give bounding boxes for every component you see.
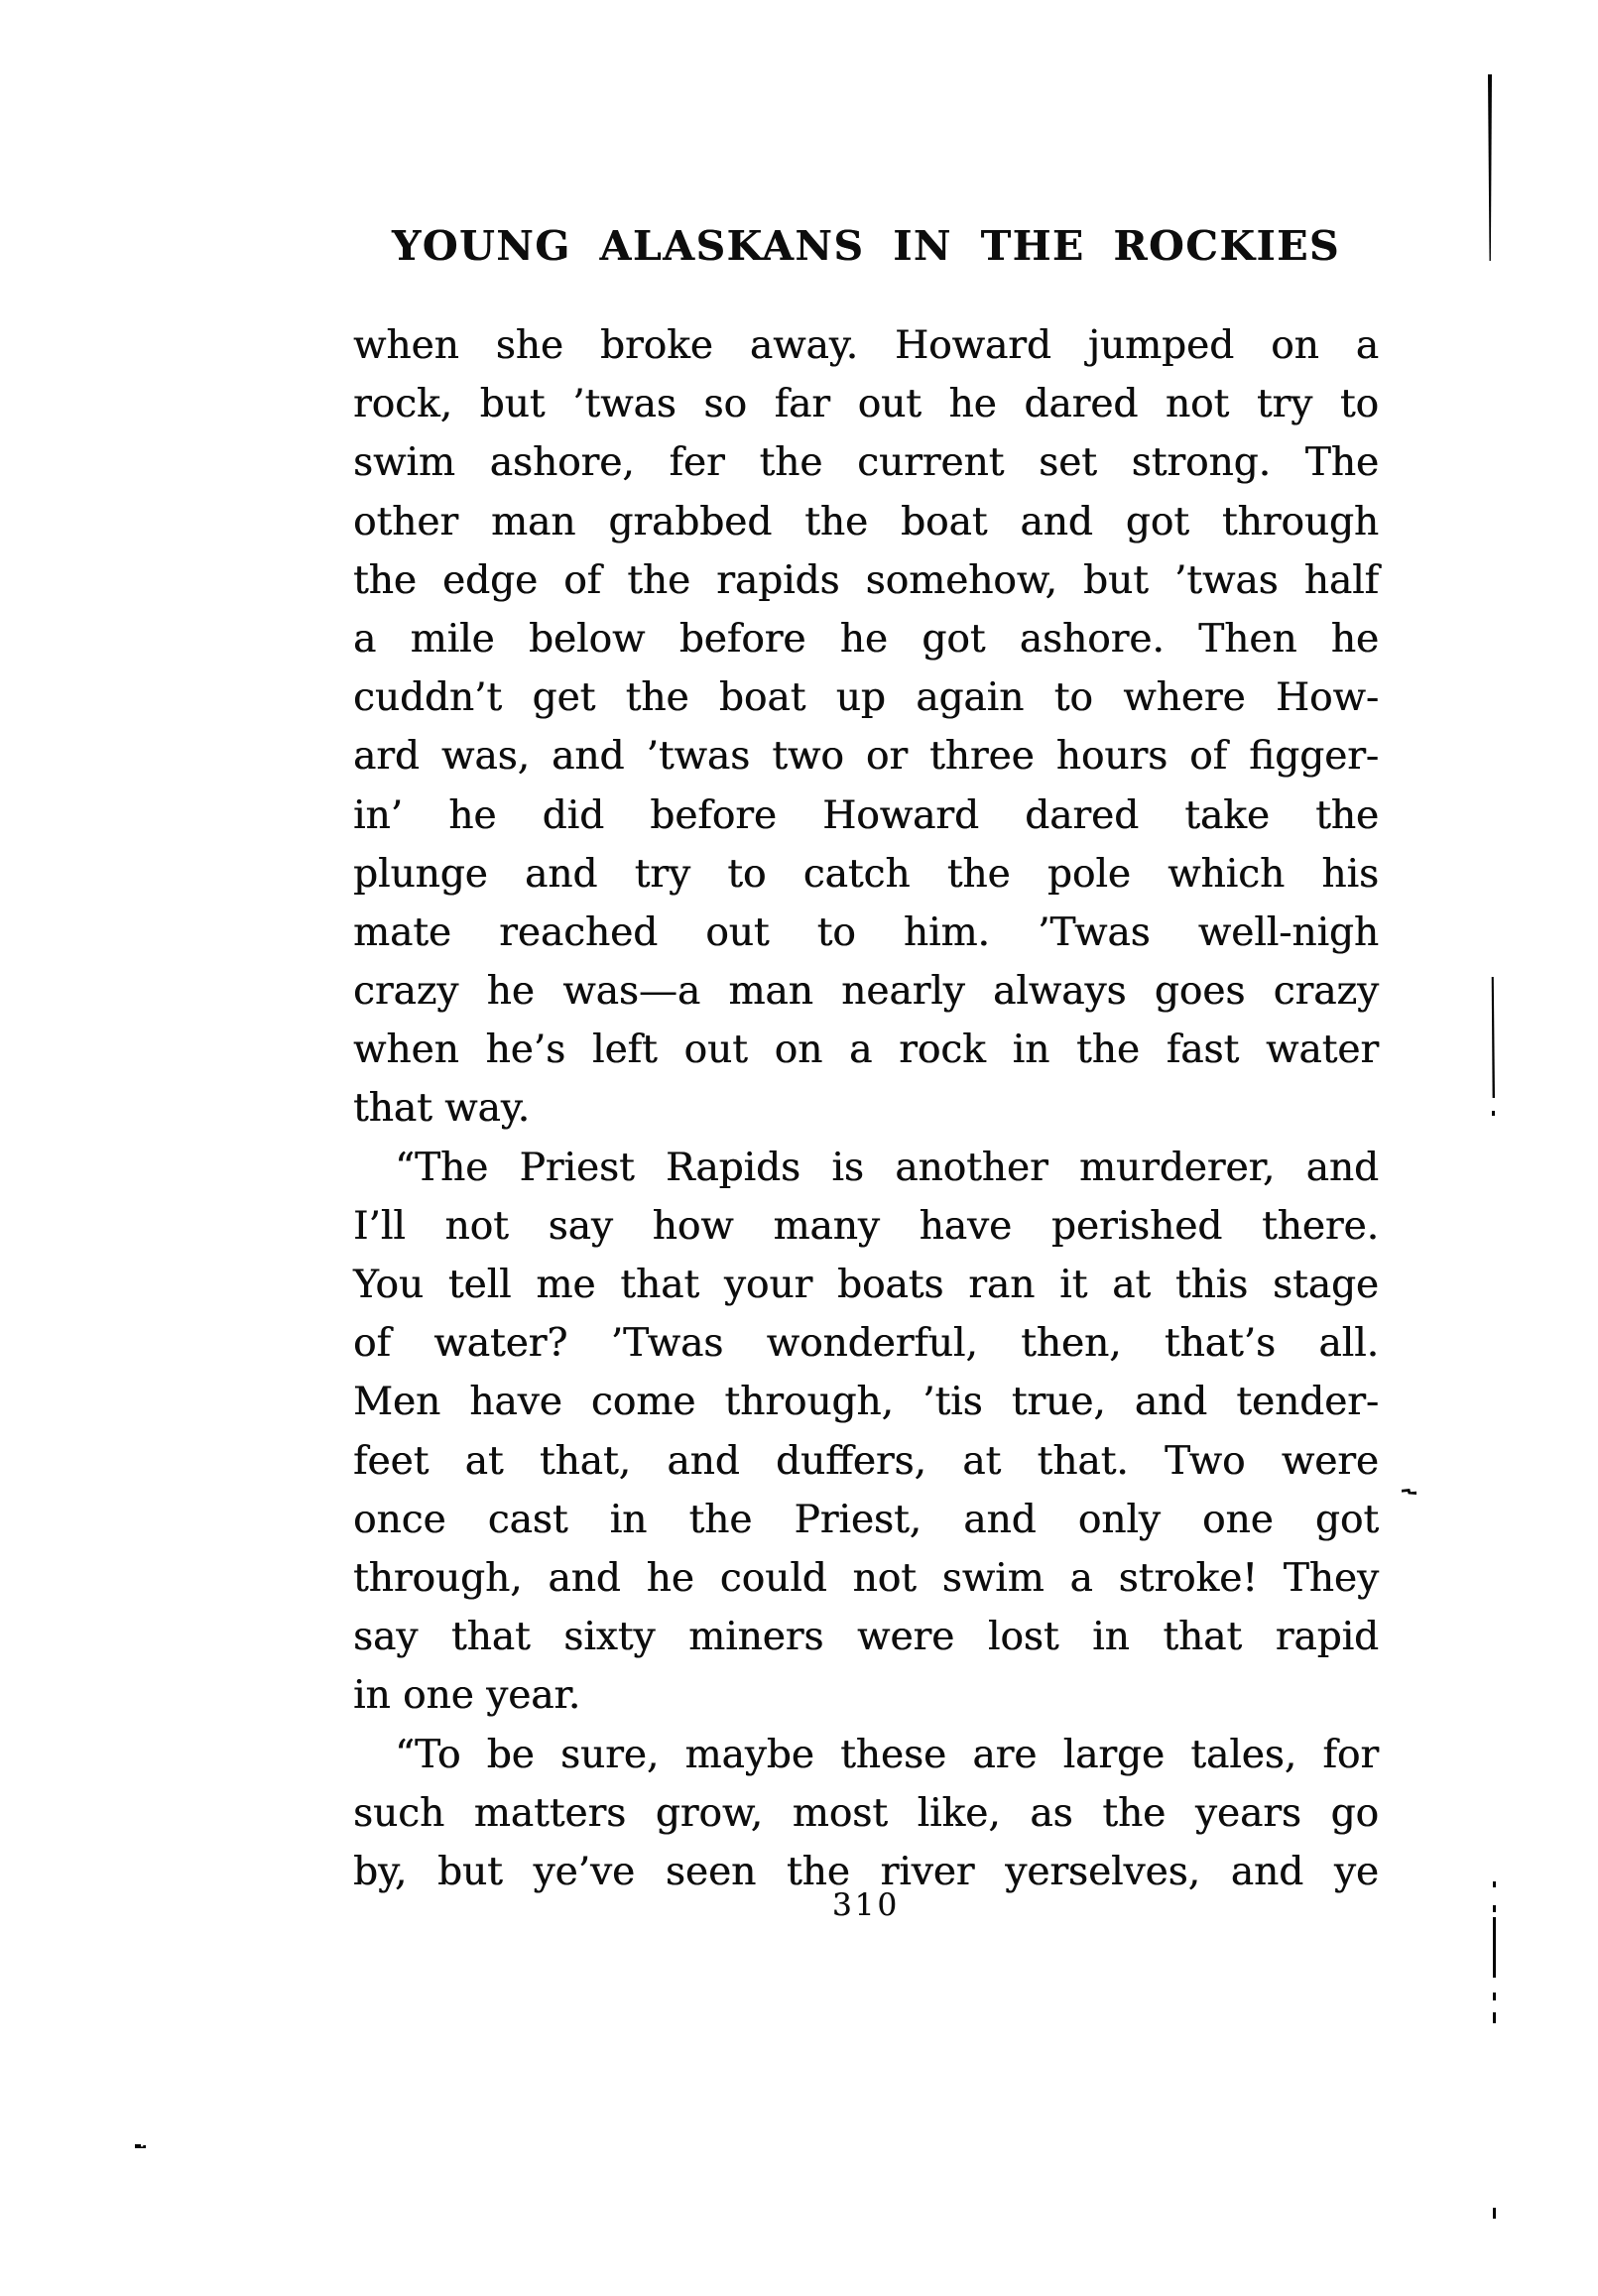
text-line: once cast in the Priest, and only one got: [353, 1497, 1379, 1542]
text-line: when she broke away. Howard jumped on a: [353, 323, 1379, 368]
scan-artifact-top-right-line: [1488, 74, 1492, 261]
text-line: say that sixty miners were lost in that rapid: [353, 1615, 1379, 1660]
text-line: in’ he did before Howard dared take the: [353, 792, 1379, 838]
scan-artifact-right-dash: [1402, 1489, 1416, 1495]
text-line: Men have come through, ’tis true, and tender-: [353, 1380, 1379, 1425]
text-line: such matters grow, most like, as the years go: [353, 1790, 1379, 1836]
text-line: by, but ye’ve seen the river yerselves, and ye: [353, 1849, 1379, 1894]
scan-artifact-mid-right-dot: [1492, 1111, 1495, 1116]
scan-artifact-bottom-right-tick: [1493, 1905, 1496, 1912]
text-line: rock, but ’twas so far out he dared not try to: [353, 382, 1379, 427]
text-line: crazy he was—a man nearly always goes crazy: [353, 969, 1379, 1015]
text-line: plunge and try to catch the pole which his: [353, 851, 1379, 897]
scan-artifact-bottom-right-tick: [1493, 2208, 1496, 2219]
text-line: of water? ’Twas wonderful, then, that’s all.: [353, 1321, 1379, 1367]
scan-artifact-bottom-right-tick: [1493, 1881, 1496, 1887]
text-line: feet at that, and duffers, at that. Two were: [353, 1438, 1379, 1484]
text-line: “To be sure, maybe these are large tales, for: [395, 1732, 1379, 1777]
text-line: swim ashore, fer the current set strong. The: [353, 440, 1379, 486]
text-line: a mile below before he got ashore. Then he: [353, 616, 1379, 662]
text-line: through, and he could not swim a stroke! They: [353, 1555, 1379, 1601]
text-line: mate reached out to him. ’Twas well-nigh: [353, 909, 1379, 955]
scan-artifact-bottom-right-tick: [1493, 2012, 1496, 2023]
text-line: that way.: [353, 1086, 530, 1132]
text-line: I’ll not say how many have perished there.: [353, 1203, 1379, 1249]
text-line: “The Priest Rapids is another murderer, and: [395, 1145, 1379, 1190]
running-header: YOUNG ALASKANS IN THE ROCKIES: [392, 222, 1340, 270]
scan-artifact-bottom-right-tick: [1493, 1993, 1496, 2000]
scan-artifact-bottom-left-dash: [135, 2144, 146, 2148]
scan-artifact-mid-right-line: [1491, 977, 1495, 1098]
text-line: in one year.: [353, 1673, 581, 1719]
scan-artifact-bottom-right-bar: [1493, 1917, 1496, 1978]
text-line: the edge of the rapids somehow, but ’twas half: [353, 557, 1379, 603]
text-line: cuddn’t get the boat up again to where How-: [353, 675, 1379, 721]
text-line: other man grabbed the boat and got through: [353, 499, 1379, 544]
body-text: [353, 316, 1379, 1901]
text-line: ard was, and ’twas two or three hours of figger-: [353, 734, 1379, 780]
page-number: 310: [831, 1887, 901, 1923]
text-line: when he’s left out on a rock in the fast water: [353, 1027, 1379, 1073]
text-line: You tell me that your boats ran it at this stage: [353, 1263, 1379, 1307]
